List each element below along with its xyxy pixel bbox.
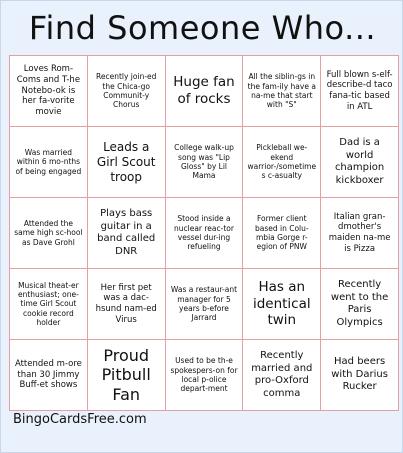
bingo-cell[interactable]: Plays bass guitar in a band called DNR — [88, 198, 166, 269]
bingo-cell[interactable]: Pickleball we-ekend warrior-/sometimes c-asualty — [243, 127, 321, 198]
bingo-cell[interactable]: Was married within 6 mo-nths of being engaged — [10, 127, 88, 198]
bingo-cell[interactable]: Attended m-ore than 30 Jimmy Buff-et shows — [10, 340, 88, 411]
bingo-cell[interactable]: Recently married and pro-Oxford comma — [243, 340, 321, 411]
bingo-cell[interactable]: Loves Rom-Coms and T-he Notebo-ok is her fa-vorite movie — [10, 56, 88, 127]
bingo-cell[interactable]: College walk-up song was "Lip Gloss" by Lil Mama — [166, 127, 244, 198]
bingo-cell[interactable]: Dad is a world champion kickboxer — [321, 127, 399, 198]
bingo-cell[interactable]: Stood inside a nuclear reac-tor vessel dur-ing refueling — [166, 198, 244, 269]
bingo-cell[interactable]: Her first pet was a dac-hsund nam-ed Virus — [88, 269, 166, 340]
bingo-cell[interactable]: Recently went to the Paris Olympics — [321, 269, 399, 340]
bingo-cell[interactable]: Italian gran-dmother's maiden na-me is Pizza — [321, 198, 399, 269]
bingo-cell[interactable]: Proud Pitbull Fan — [88, 340, 166, 411]
bingo-cell[interactable]: Used to be th-e spokespers-on for local p-olice depart-ment — [166, 340, 244, 411]
bingo-cell[interactable]: Leads a Girl Scout troop — [88, 127, 166, 198]
site-footer: BingoCardsFree.com — [13, 412, 147, 427]
bingo-cell[interactable]: Former client based in Colu-mbia Gorge r-egion of PNW — [243, 198, 321, 269]
bingo-cell[interactable]: Has an identical twin — [243, 269, 321, 340]
bingo-cell[interactable]: All the siblin-gs in the fam-ily have a na-me that start with "S" — [243, 56, 321, 127]
bingo-cell[interactable]: Huge fan of rocks — [166, 56, 244, 127]
bingo-cell[interactable]: Recently join-ed the Chica-go Communit-y Chorus — [88, 56, 166, 127]
bingo-cell[interactable]: Was a restaur-ant manager for 5 years b-efore Jarrard — [166, 269, 244, 340]
bingo-grid — [9, 55, 399, 411]
bingo-cell[interactable]: Musical theat-er enthusiast; one-time Girl Scout cookie record holder — [10, 269, 88, 340]
card-title: Find Someone Who... — [28, 9, 377, 47]
bingo-cell[interactable]: Attended the same high sc-hool as Dave Grohl — [10, 198, 88, 269]
bingo-cell[interactable]: Had beers with Darius Rucker — [321, 340, 399, 411]
bingo-cell[interactable]: Full blown s-elf-describe-d taco fana-tic based in ATL — [321, 56, 399, 127]
